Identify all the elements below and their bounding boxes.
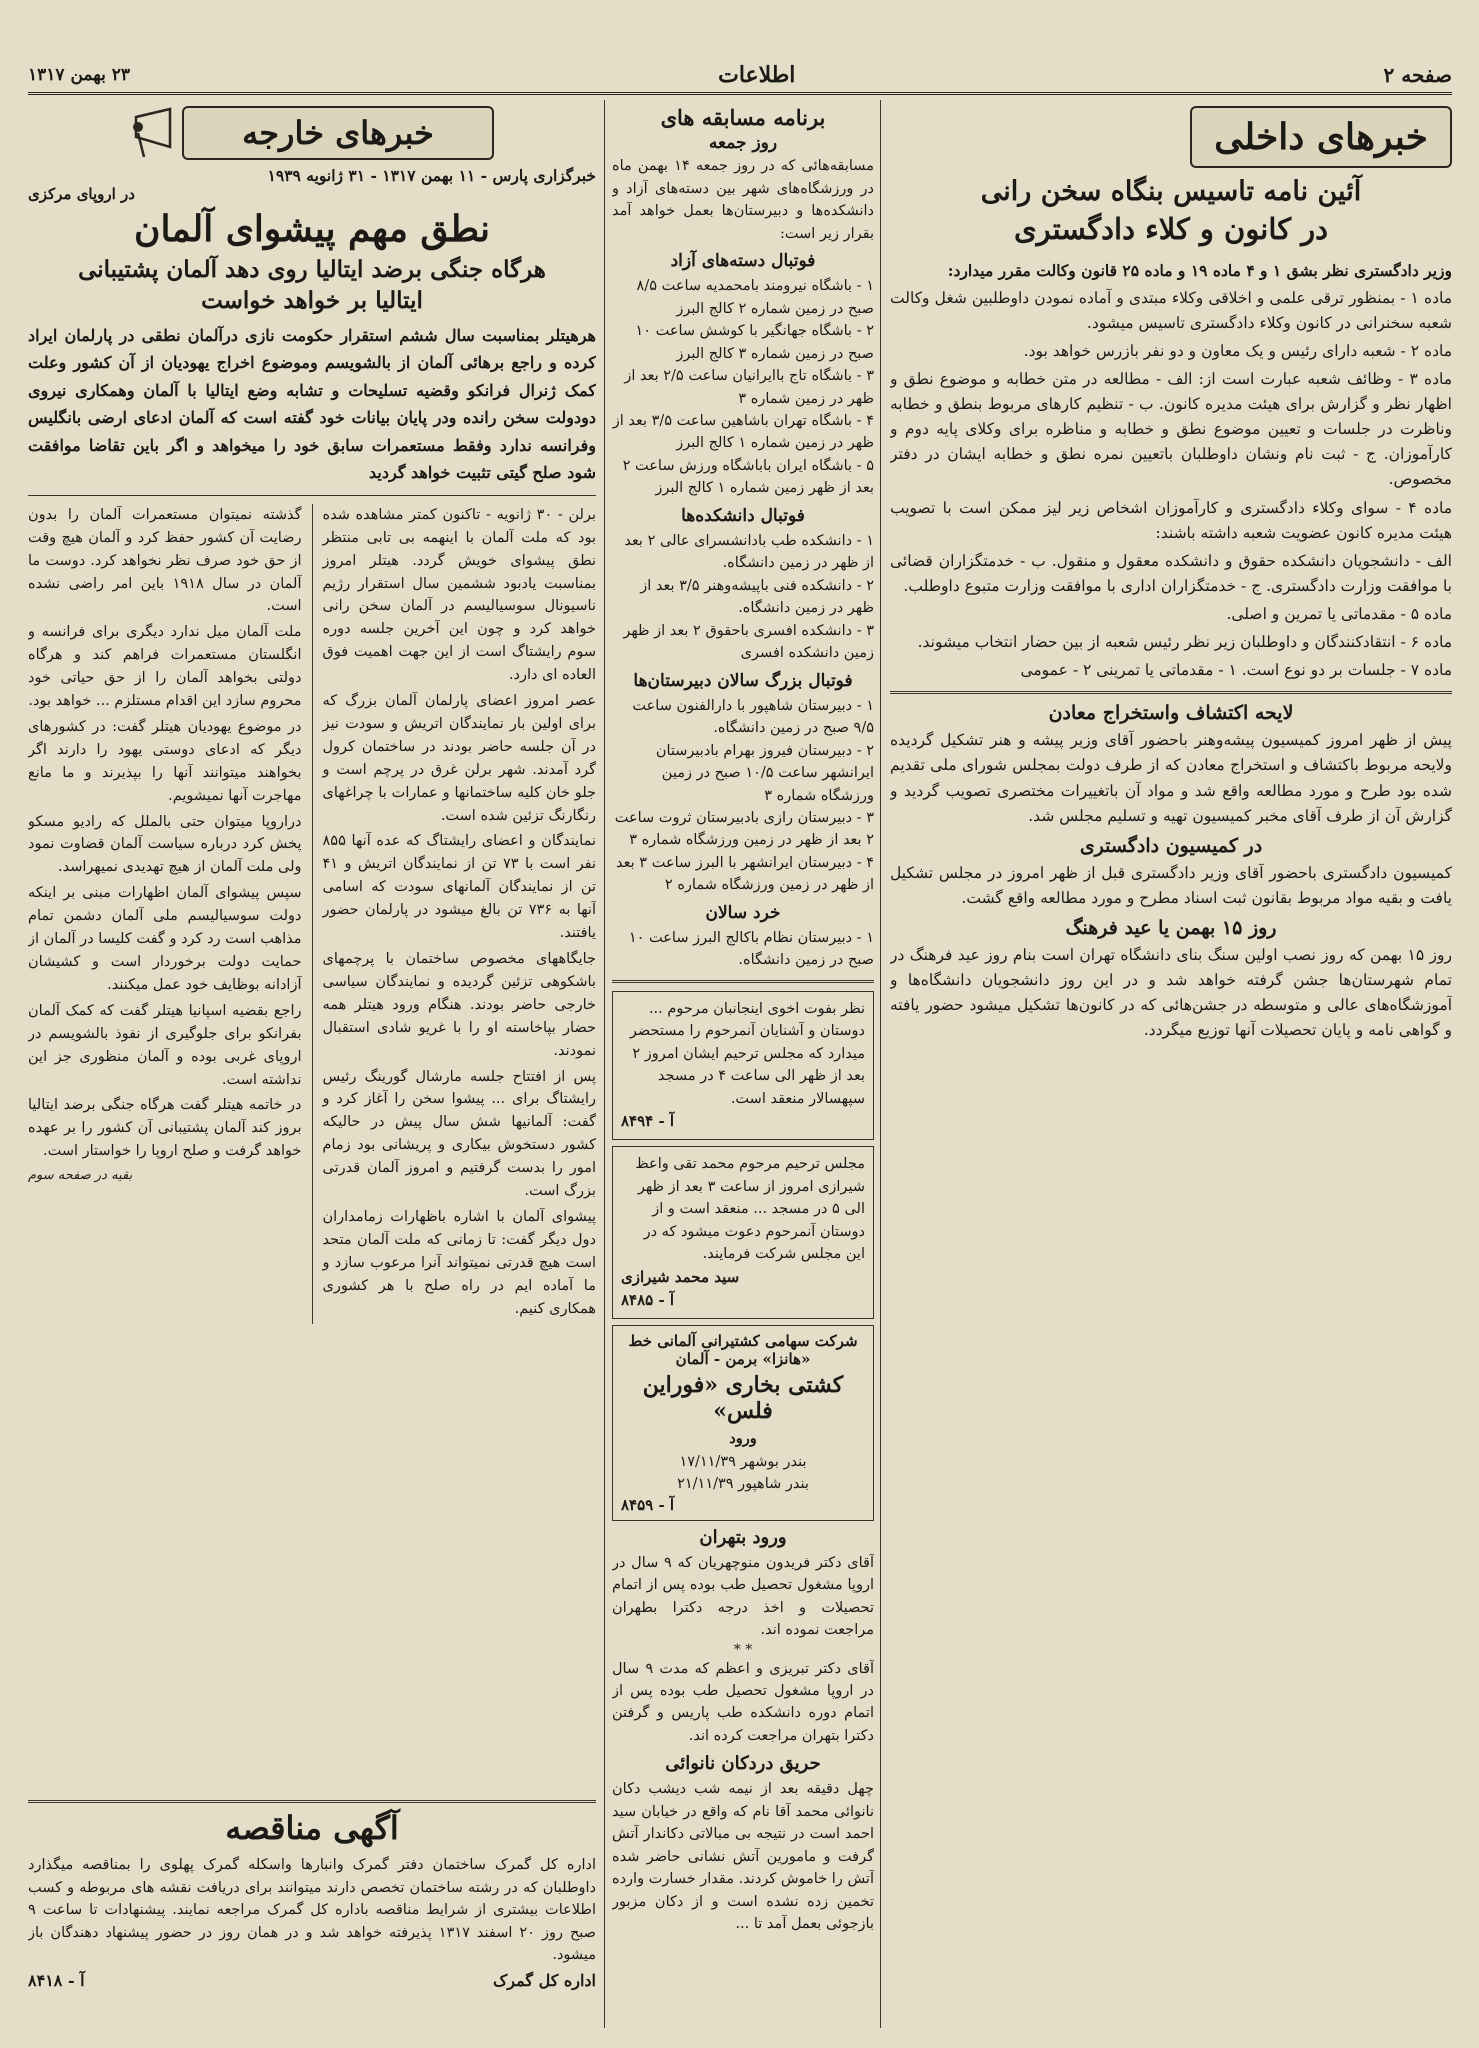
justice-commission-article: کمیسیون دادگستری باحضور آقای وزیر دادگستری قبل از ظهر امروز در مجلس تشکیل یافت و بقیه مواد مربوط بقانون ثبت اسناد مطرح و مورد مطالعه واقع گشت. (890, 863, 1452, 907)
divider (612, 980, 874, 983)
region-label: در اروپای مرکزی (28, 185, 135, 203)
fixture-item: ۲ - دانشکده فنی باپیشه‌وهنر ۳/۵ بعد از ظهر در زمین دانشگاه. (640, 577, 874, 617)
fixture-item: ۲ - باشگاه جهانگیر با کوشش ساعت ۱۰ صبح در زمین شماره ۳ کالج البرز (635, 323, 874, 362)
foreign-subheadline-2: ایتالیا بر خواهد خواست (201, 286, 423, 314)
notice-text: نظر بفوت اخوی اینجانبان مرحوم ... دوستان و آشنایان آنمرحوم را مستحضر میدارد که مجلس ترحیم ایشان امروز ۲ بعد از ظهر الی ساعت ۴ در مسجد سپهسالار منعقد است. (629, 1000, 865, 1107)
section-title: فوتبال دسته‌های آزاد (670, 251, 816, 272)
continued-note: بقیه در صفحه سوم (28, 1168, 133, 1184)
article-paragraph: برلن - ۳۰ ژانویه - تاکنون کمتر مشاهده شده بود که ملت آلمان با اینهمه بی تابی منتظر نطق پیشوای خویش گردد. هیتلر امروز بمناسبت یادبود ششمین سال استقرار رژیم ناسیونال سوسیالیسم در آلمان سخن رانی خواهد کرد و چون این آخرین جلسه دوره سوم رایشتاگ است از این جهت اهمیت فوق العاده ای دارد. (322, 506, 596, 684)
article-paragraph: جایگاههای مخصوص ساختمان با پرچمهای باشکوهی تزئین گردیده و نمایندگان سیاسی خارجی حاضر بودند. هنگام ورود هیتلر همه حضار بپاخاسته او را با غریو شادی استقبال نمودند. (322, 951, 596, 1059)
mining-bill-article: پیش از ظهر امروز کمیسیون پیشه‌وهنر باحضور آقای وزیر پیشه و هنر تشکیل گردیده ولایحه مربوط باکتشاف و استخراج معادن که از طرف دولت بمجلس شورای ملی تقدیم شده بود طرح و مورد مطالعه واقع شد و مواد آن باتغییرات مختصری تصویب گردید و گزارش آن از طرف آقای مخبر کمیسیون تهیه و تسلیم مجلس شد. (890, 731, 1452, 825)
section-title: فوتبال بزرگ سالان دبیرستان‌ها (633, 670, 853, 691)
mourning-notice (612, 1146, 874, 1319)
domestic-headline: آئین نامه تاسیس بنگاه سخن رانی (980, 176, 1362, 207)
fixture-item: ۳ - دبیرستان رازی بادبیرستان ثروت ساعت ۲ بعد از ظهر در زمین ورزشگاه شماره ۳ (614, 810, 874, 849)
subcolumn-rule (312, 504, 313, 1324)
article-paragraph: پیشوای آلمان با اشاره باظهارات زمامداران دول دیگر گفت: تا زمانی که ملت آلمان متحد است هیچ قدرتی نمیتواند آنرا مرعوب سازد و ما آماده ایم در راه صلح با هر کشوری همکاری کنیم. (322, 1208, 596, 1317)
tender-ad-title: آگهی مناقصه (225, 1809, 399, 1847)
section-title: فوتبال دانشکده‌ها (681, 505, 805, 526)
section-title: خرد سالان (705, 902, 781, 923)
fixture-item: ۱ - دبیرستان شاهپور با دارالفنون ساعت ۹/۵ صبح در زمین دانشگاه. (632, 697, 874, 737)
article-paragraph: در موضوع یهودیان هیتلر گفت: در کشورهای دیگر که ادعای دوستی یهود را دارند اگر بخواهند میتوانند آنها را بپذیرند و ما مانع مهاجرت آنها نمیشویم. (28, 718, 302, 804)
tender-ad-text: اداره کل گمرک ساختمان دفتر گمرک وانبارها واسکله گمرک پهلوی را بمناقصه میگذارد داوطلبان که در رشته ساختمان تخصص دارند میتوانند برای دریافت نقشه های مربوطه و کسب اطلاعات بیشتری از شرایط مناقصه باداره کل گمرک مراجعه نمایند. پیشنهادات تا ساعت ۹ صبح روز ۲۰ اسفند ۱۳۱۷ پذیرفته خواهد شد و در همان روز در حضور پیشنهاد دهندگان باز میشود. (28, 1857, 596, 1964)
sports-program-title: برنامه مسابقه های (660, 105, 826, 130)
fixture-item: ۴ - دبیرستان ایرانشهر با البرز ساعت ۳ بعد از ظهر در زمین ورزشگاه شماره ۲ (616, 854, 874, 894)
foreign-news-header (28, 106, 596, 160)
article-clause: ماده ۳ - وظائف شعبه عبارت است از: الف - مطالعه در متن خطابه و موضوع نطق و اظهار نظر و گزارش برای هیئت مدیره کانون. ب - تنظیم کارهای مربوط بنطق و خطابه وناظرت در جلسات و تعیین موضوع نطق و خطابه و مناظره برای وکلای پایه دوم و کارآموزان. ج - ثبت نام ونشان داوطلبان باتعیین نمره نطق و خطابه ایشان در دفتر مخصوص. (890, 370, 1452, 489)
domestic-news-banner: خبرهای داخلی (1190, 106, 1452, 168)
notice-text: مجلس ترحیم مرحوم محمد تقی واعظ شیرازی امروز از ساعت ۳ بعد از ظهر الی ۵ در مسجد ... منعقد است و از دوستان آنمرحوم دعوت میشود که در این مجلس شرکت فرمایند. (635, 1156, 865, 1263)
masthead (28, 58, 1452, 95)
arrivals-headline: ورود بتهران (699, 1526, 787, 1548)
article-clause: ماده ۲ - شعبه دارای رئیس و یک معاون و دو نفر بازرس خواهد بود. (1023, 341, 1452, 360)
notice-signature: سید محمد شیرازی (621, 1267, 740, 1286)
foreign-news-column (28, 100, 596, 2028)
culture-day-article: روز ۱۵ بهمن که روز نصب اولین سنگ بنای دانشگاه تهران است بنام روز عید فرهنگ در تمام شهرستان‌ها جشن گرفته خواهد شد و در این روز دانشجویان دانشگاه‌ها و آموزشگاه‌های عالی و متوسطه در جشن‌هائی که در کانون‌ها تشکیل میشود حضور یافته و گواهی نامه و پایان تحصیلات آنها توزیع میگردد. (890, 945, 1452, 1040)
culture-day-headline: روز ۱۵ بهمن یا عید فرهنگ (1065, 916, 1277, 939)
article-paragraph: نمایندگان و اعضای رایشتاگ که عده آنها ۸۵۵ نفر است با ۷۳ تن از نمایندگان اتریش و ۴۱ تن از نمایندگان آلمانهای سودت که اسامی آنها به ۷۳۶ تن بالغ میشود در پارلمان حضور یافتند. (322, 833, 596, 942)
shipping-ad (612, 1325, 874, 1520)
divider (890, 691, 1452, 694)
article-paragraph: گذشته نمیتوان مستعمرات آلمان را بدون رضایت آن کشور حفظ کرد و آلمان هیچ وقت از حق خود صرف نظر نخواهد کرد. دوست ما آلمان در سال ۱۹۱۸ باین امر راضی نشده است. (28, 506, 302, 615)
fixture-item: ۲ - دبیرستان فیروز بهرام بادبیرستان ایرانشهر ساعت ۱۰/۵ صبح در زمین ورزشگاه شماره ۳ (655, 742, 874, 804)
tender-ad-code: آ - ۸۴۱۸ (28, 1970, 85, 1990)
domestic-headline-2: در کانون و کلاء دادگستری (1013, 212, 1329, 247)
separator-stars: * * (733, 1641, 753, 1658)
domestic-article (890, 258, 1452, 684)
middle-column (612, 100, 874, 2028)
arrivals-text: آقای دکتر تبریزی و اعظم که مدت ۹ سال در اروپا مشغول تحصیل طب بوده پس از اتمام دوره دانشکده طب پاریس و گرفتن دکترا بتهران مراجعت کرده اند. (612, 1660, 874, 1744)
article-intro: وزیر دادگستری نظر بشق ۱ و ۴ ماده ۱۹ و ماده ۲۵ قانون وکالت مقرر میدارد: (947, 260, 1452, 280)
foreign-subheadline: هرگاه جنگی برضد ایتالیا روی دهد آلمان پشتیبانی (78, 255, 546, 283)
gramophone-horn-icon (130, 107, 174, 159)
article-paragraph: راجع بقضیه اسپانیا هیتلر گفت که کمک آلمان بفرانکو برای جلوگیری از نفوذ بالشویسم در اروپای غربی بوده و آلمان منظوری جز این نداشته است. (28, 1002, 302, 1088)
ship-arrival-label: ورود (729, 1430, 757, 1448)
notice-code: آ - ۸۴۸۵ (621, 1291, 675, 1309)
mining-bill-headline: لایحه اکتشاف واستخراج معادن (1048, 702, 1294, 725)
shipping-company: شرکت سهامی کشتیرانی آلمانی خط (628, 1332, 858, 1351)
fire-headline: حریق دردکان نانوائی (665, 1753, 821, 1775)
fire-article: چهل دقیقه بعد از نیمه شب دیشب دکان نانوائی محمد آقا نام که واقع در خیابان سید احمد است در نتیجه بی مبالاتی دکاندار آتش گرفت و مامورین آتش نشانی حاضر شده آتش را خاموش کردند. مقدار خسارت وارده تخمین زده نشده است و از دکان مزبور بازجوئی بعمل آمد تا ... (612, 1781, 874, 1933)
article-clause: الف - دانشجویان دانشکده حقوق و دانشکده معقول و منقول. ب - خدمتگزاران قضائی با موافقت وزارت دادگستری. ج - خدمتگزاران اداری با موافقت وزارت متبوع داوطلب. (890, 551, 1452, 595)
arrivals-text: آقای دکتر فریدون منوچهریان که ۹ سال در اروپا مشغول تحصیل طب بوده پس از اتمام تحصیلات و اخذ درجه دکترا بطهران مراجعت نموده اند. (612, 1554, 874, 1639)
foreign-news-banner: خبرهای خارجه (182, 106, 494, 160)
ad-code: آ - ۸۴۵۹ (621, 1495, 675, 1514)
article-paragraph: دراروپا میتوان حتی بالملل که رادیو مسکو پخش کرد درباره سیاست آلمان قضاوت نمود ولی ملت آلمان از هیچ تهدیدی نمیهراسد. (28, 813, 302, 876)
fixture-item: ۵ - باشگاه ایران باباشگاه ورزش ساعت ۲ بعد از ظهر زمین شماره ۱ کالج البرز (622, 457, 874, 497)
article-clause: ماده ۶ - انتقادکنندگان و داوطلبان زیر نظر رئیس شعبه از بین حضار انتخاب میشوند. (917, 633, 1452, 652)
page-number: صفحه ۲ (1383, 63, 1452, 87)
fixture-item: ۴ - باشگاه تهران باشاهین ساعت ۳/۵ بعد از ظهر در زمین شماره ۱ کالج البرز (612, 412, 874, 452)
fixture-item: ۱ - دانشکده طب بادانشسرای عالی ۲ بعد از ظهر در زمین دانشگاه. (624, 532, 874, 572)
article-clause: ماده ۵ - مقدماتی یا تمرین و اصلی. (1226, 605, 1452, 623)
article-subcolumn (323, 504, 597, 1324)
notice-code: آ - ۸۴۹۴ (621, 1112, 675, 1131)
fixture-item: ۱ - باشگاه نیرومند بامحمدیه ساعت ۸/۵ صبح در زمین شماره ۲ کالج البرز (636, 278, 874, 317)
divider (28, 495, 596, 496)
article-clause: ماده ۱ - بمنظور ترقی علمی و اخلاقی وکلاء مبتدی و آماده نمودن داوطلبین شغل وکالت شعبه سخنرانی در کانون وکلاء دادگستری تاسیس میشود. (890, 288, 1452, 332)
ship-schedule-row: بندر بوشهر ۱۷/۱۱/۳۹ (679, 1453, 807, 1470)
shipping-company-city: «هانزا» برمن - آلمان (675, 1350, 811, 1369)
column-rule (604, 100, 605, 2028)
article-clause: ماده ۷ - جلسات بر دو نوع است. ۱ - مقدماتی یا تمرینی ۲ - عمومی (1020, 661, 1452, 680)
agency-dateline: خبرگزاری پارس - ۱۱ بهمن ۱۳۱۷ - ۳۱ ژانویه ۱۹۳۹ (267, 166, 596, 185)
article-clause: ماده ۴ - سوای وکلاء دادگستری و کارآموزان اشخاص زیر لیز ممکن است با تصویب هیئت مدیره کانون عضویت شعبه داشته باشند: (890, 498, 1452, 542)
article-paragraph: عصر امروز اعضای پارلمان آلمان بزرگ که برای اولین بار نمایندگان اتریش و سودت نیز در آن جلسه حاضر بودند در ساختمان کرول گرد آمدند. شهر برلن غرق در پرچم است و جلو خان کلیه ساختمانها و عمارات با چراغهای رنگارنگ تزئین شده است. (322, 693, 596, 824)
tender-ad-signature: اداره کل گمرک (492, 1970, 596, 1990)
domestic-news-column (890, 100, 1452, 2028)
justice-commission-headline: در کمیسیون دادگستری (1079, 834, 1263, 857)
foreign-article-body (28, 504, 596, 1324)
article-paragraph: ملت آلمان میل ندارد دیگری برای فرانسه و انگلستان مستعمرات فراهم کند و هرگاه دولتی بخواهد آلمان را از حق حیاتی خود محروم سازد این اقدام مستلزم ... خواهد بود. (28, 624, 302, 710)
article-paragraph: در خاتمه هیتلر گفت هرگاه جنگی برضد ایتالیا بروز کند آلمان پشتیبانی آن کشور را بر عهده خواهد گرفت و صلح اروپا را خواستار است. (28, 1097, 302, 1160)
article-paragraph: پس از افتتاح جلسه مارشال گورینگ رئیس رایشتاگ برای ... پیشوا سخن را آغاز کرد و گفت: آلمانیها شش سال پیش در حالیکه کشور دستخوش بیکاری و پریشانی بود زمام امور را بدست گرفتیم و امروز آلمان قدرتی بزرگ است. (322, 1068, 596, 1200)
article-paragraph: سپس پیشوای آلمان اظهارات مبنی بر اینکه دولت سوسیالیسم ملی آلمان دشمن تمام مذاهب است رد کرد و گفت کلیسا در آلمان از حمایت دولت برخوردار است و کشیشان آزادانه بوظایف خود عمل میکنند. (28, 885, 302, 993)
ship-name: کشتی بخاری «فوراین فلس» (642, 1372, 844, 1425)
sports-program-subtitle: روز جمعه (708, 133, 778, 154)
newspaper-name: اطلاعات (718, 62, 796, 88)
fixture-item: ۱ - دبیرستان نظام باکالج البرز ساعت ۱۰ صبح در زمین دانشگاه. (628, 929, 874, 969)
fixture-item: ۳ - باشگاه تاج باایرانیان ساعت ۲/۵ بعد از ظهر در زمین شماره ۳ (624, 368, 874, 407)
foreign-lead: هرهیتلر بمناسبت سال ششم استقرار حکومت نازی درآلمان نطقی در پارلمان ایراد کرده و راجع برهائی آلمان از بالشویسم وموضوع اخراج یهودیان از آن کشور وعلت کمک ژنرال فرانکو وقضیه تسلیحات و تشابه وضع ایتالیا با آلمان وهمکاری نیروی دودولت سخن رانده ودر پایان بیانات خود گفته است که آلمان ادعای ارضی بانگلیس وفرانسه ندارد وفقط مستعمرات سابق خود را میخواهد و اگر باین تقاضا موافقت شود صلح گیتی تثبیت خواهد گردید (28, 325, 596, 483)
column-rule (880, 100, 881, 2028)
mourning-notice (612, 991, 874, 1141)
issue-date: ۲۳ بهمن ۱۳۱۷ (28, 65, 130, 85)
sports-program-intro: مسابقه‌هائی که در روز جمعه ۱۴ بهمن ماه در ورزشگاه‌های شهر بین دسته‌های آزاد و دانشکده‌ها و دبیرستان‌ها بعمل خواهد آمد بقرار زیر است: (612, 158, 874, 242)
foreign-headline: نطق مهم پیشوای آلمان (134, 208, 490, 250)
ship-schedule-row: بندر شاهپور ۲۱/۱۱/۳۹ (677, 1476, 809, 1493)
article-subcolumn (28, 504, 302, 1324)
tender-ad (28, 1800, 596, 2013)
fixture-item: ۳ - دانشکده افسری باحقوق ۲ بعد از ظهر زمین دانشکده افسری (623, 622, 874, 662)
